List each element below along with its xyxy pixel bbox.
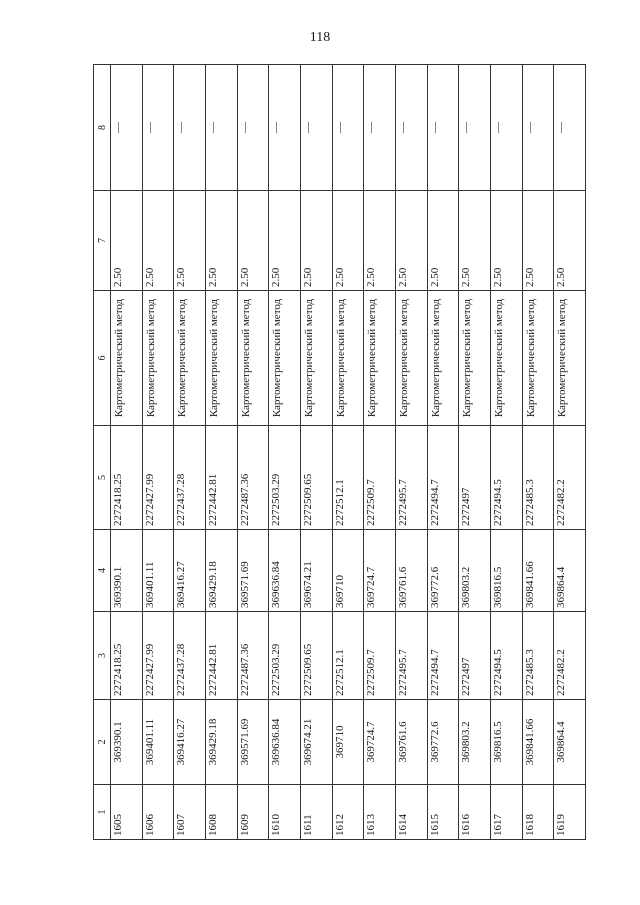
column-header: 6 xyxy=(94,291,111,426)
note-cell: — xyxy=(142,65,174,191)
x-coordinate-cell: 369772.6 xyxy=(427,530,459,612)
accuracy-cell: 2.50 xyxy=(522,191,554,291)
table-row xyxy=(459,65,491,840)
x-coordinate-cell: 369761.6 xyxy=(395,530,427,612)
method-cell: Картометрический метод xyxy=(427,291,459,426)
table-row xyxy=(142,65,174,840)
accuracy-cell: 2.50 xyxy=(554,191,586,291)
y-coordinate-cell: 2272427.99 xyxy=(142,612,174,700)
x-coordinate-cell: 369674.21 xyxy=(300,530,332,612)
accuracy-cell: 2.50 xyxy=(459,191,491,291)
point-number-cell: 1617 xyxy=(490,785,522,840)
point-number-cell: 1614 xyxy=(395,785,427,840)
x-coordinate-cell: 369841.66 xyxy=(522,700,554,785)
x-coordinate-cell: 369803.2 xyxy=(459,530,491,612)
coordinates-table xyxy=(93,64,586,840)
note-cell: — xyxy=(364,65,396,191)
method-cell: Картометрический метод xyxy=(364,291,396,426)
note-cell: — xyxy=(554,65,586,191)
x-coordinate-cell: 369710 xyxy=(332,700,364,785)
y-coordinate-cell: 2272495.7 xyxy=(395,612,427,700)
point-number-cell: 1609 xyxy=(237,785,269,840)
point-number-cell: 1606 xyxy=(142,785,174,840)
column-header: 1 xyxy=(94,785,111,840)
note-cell: — xyxy=(459,65,491,191)
x-coordinate-cell: 369864.4 xyxy=(554,530,586,612)
x-coordinate-cell: 369761.6 xyxy=(395,700,427,785)
point-number-cell: 1611 xyxy=(300,785,332,840)
y-coordinate-cell: 2272494.5 xyxy=(490,426,522,530)
y-coordinate-cell: 2272494.7 xyxy=(427,426,459,530)
accuracy-cell: 2.50 xyxy=(142,191,174,291)
y-coordinate-cell: 2272442.81 xyxy=(205,426,237,530)
y-coordinate-cell: 2272442.81 xyxy=(205,612,237,700)
column-header: 8 xyxy=(94,65,111,191)
y-coordinate-cell: 2272509.7 xyxy=(364,612,396,700)
table-row xyxy=(364,65,396,840)
method-cell: Картометрический метод xyxy=(142,291,174,426)
point-number-cell: 1605 xyxy=(111,785,143,840)
table-row xyxy=(395,65,427,840)
y-coordinate-cell: 2272503.29 xyxy=(269,612,301,700)
x-coordinate-cell: 369571.69 xyxy=(237,530,269,612)
point-number-cell: 1615 xyxy=(427,785,459,840)
y-coordinate-cell: 2272494.7 xyxy=(427,612,459,700)
note-cell: — xyxy=(427,65,459,191)
y-coordinate-cell: 2272418.25 xyxy=(111,612,143,700)
point-number-cell: 1619 xyxy=(554,785,586,840)
method-cell: Картометрический метод xyxy=(554,291,586,426)
x-coordinate-cell: 369841.66 xyxy=(522,530,554,612)
y-coordinate-cell: 2272494.5 xyxy=(490,612,522,700)
note-cell: — xyxy=(490,65,522,191)
method-cell: Картометрический метод xyxy=(522,291,554,426)
y-coordinate-cell: 2272482.2 xyxy=(554,612,586,700)
table-row xyxy=(111,65,143,840)
table-header-row xyxy=(94,65,111,840)
note-cell: — xyxy=(522,65,554,191)
table-row xyxy=(205,65,237,840)
table-row xyxy=(269,65,301,840)
accuracy-cell: 2.50 xyxy=(237,191,269,291)
y-coordinate-cell: 2272437.28 xyxy=(174,426,206,530)
method-cell: Картометрический метод xyxy=(111,291,143,426)
y-coordinate-cell: 2272512.1 xyxy=(332,426,364,530)
table-row xyxy=(554,65,586,840)
column-header: 5 xyxy=(94,426,111,530)
accuracy-cell: 2.50 xyxy=(395,191,427,291)
accuracy-cell: 2.50 xyxy=(300,191,332,291)
x-coordinate-cell: 369816.5 xyxy=(490,530,522,612)
y-coordinate-cell: 2272482.2 xyxy=(554,426,586,530)
table-row xyxy=(300,65,332,840)
point-number-cell: 1618 xyxy=(522,785,554,840)
note-cell: — xyxy=(300,65,332,191)
method-cell: Картометрический метод xyxy=(332,291,364,426)
y-coordinate-cell: 2272485.3 xyxy=(522,612,554,700)
accuracy-cell: 2.50 xyxy=(364,191,396,291)
method-cell: Картометрический метод xyxy=(300,291,332,426)
x-coordinate-cell: 369390.1 xyxy=(111,700,143,785)
note-cell: — xyxy=(332,65,364,191)
point-number-cell: 1610 xyxy=(269,785,301,840)
x-coordinate-cell: 369429.18 xyxy=(205,530,237,612)
column-header: 2 xyxy=(94,700,111,785)
y-coordinate-cell: 2272497 xyxy=(459,426,491,530)
x-coordinate-cell: 369816.5 xyxy=(490,700,522,785)
note-cell: — xyxy=(174,65,206,191)
method-cell: Картометрический метод xyxy=(269,291,301,426)
point-number-cell: 1613 xyxy=(364,785,396,840)
y-coordinate-cell: 2272427.99 xyxy=(142,426,174,530)
rotated-table-container xyxy=(93,65,586,840)
accuracy-cell: 2.50 xyxy=(332,191,364,291)
page-number: 118 xyxy=(309,30,331,45)
x-coordinate-cell: 369864.4 xyxy=(554,700,586,785)
accuracy-cell: 2.50 xyxy=(111,191,143,291)
x-coordinate-cell: 369724.7 xyxy=(364,530,396,612)
accuracy-cell: 2.50 xyxy=(269,191,301,291)
table-row xyxy=(490,65,522,840)
point-number-cell: 1616 xyxy=(459,785,491,840)
x-coordinate-cell: 369416.27 xyxy=(174,530,206,612)
y-coordinate-cell: 2272509.65 xyxy=(300,612,332,700)
method-cell: Картометрический метод xyxy=(395,291,427,426)
table-row xyxy=(237,65,269,840)
note-cell: — xyxy=(269,65,301,191)
accuracy-cell: 2.50 xyxy=(490,191,522,291)
method-cell: Картометрический метод xyxy=(490,291,522,426)
method-cell: Картометрический метод xyxy=(174,291,206,426)
table-row xyxy=(522,65,554,840)
x-coordinate-cell: 369803.2 xyxy=(459,700,491,785)
y-coordinate-cell: 2272512.1 xyxy=(332,612,364,700)
x-coordinate-cell: 369571.69 xyxy=(237,700,269,785)
column-header: 3 xyxy=(94,612,111,700)
point-number-cell: 1612 xyxy=(332,785,364,840)
y-coordinate-cell: 2272509.7 xyxy=(364,426,396,530)
column-header: 7 xyxy=(94,191,111,291)
method-cell: Картометрический метод xyxy=(237,291,269,426)
accuracy-cell: 2.50 xyxy=(174,191,206,291)
accuracy-cell: 2.50 xyxy=(205,191,237,291)
method-cell: Картометрический метод xyxy=(459,291,491,426)
y-coordinate-cell: 2272485.3 xyxy=(522,426,554,530)
note-cell: — xyxy=(237,65,269,191)
x-coordinate-cell: 369401.11 xyxy=(142,700,174,785)
x-coordinate-cell: 369390.1 xyxy=(111,530,143,612)
x-coordinate-cell: 369429.18 xyxy=(205,700,237,785)
table-row xyxy=(332,65,364,840)
x-coordinate-cell: 369401.11 xyxy=(142,530,174,612)
accuracy-cell: 2.50 xyxy=(427,191,459,291)
x-coordinate-cell: 369636.84 xyxy=(269,530,301,612)
y-coordinate-cell: 2272509.65 xyxy=(300,426,332,530)
x-coordinate-cell: 369710 xyxy=(332,530,364,612)
note-cell: — xyxy=(111,65,143,191)
y-coordinate-cell: 2272497 xyxy=(459,612,491,700)
y-coordinate-cell: 2272487.36 xyxy=(237,426,269,530)
note-cell: — xyxy=(395,65,427,191)
x-coordinate-cell: 369772.6 xyxy=(427,700,459,785)
x-coordinate-cell: 369636.84 xyxy=(269,700,301,785)
x-coordinate-cell: 369416.27 xyxy=(174,700,206,785)
method-cell: Картометрический метод xyxy=(205,291,237,426)
x-coordinate-cell: 369724.7 xyxy=(364,700,396,785)
x-coordinate-cell: 369674.21 xyxy=(300,700,332,785)
y-coordinate-cell: 2272437.28 xyxy=(174,612,206,700)
note-cell: — xyxy=(205,65,237,191)
table-row xyxy=(174,65,206,840)
table-body xyxy=(111,65,586,840)
point-number-cell: 1608 xyxy=(205,785,237,840)
point-number-cell: 1607 xyxy=(174,785,206,840)
column-header: 4 xyxy=(94,530,111,612)
y-coordinate-cell: 2272495.7 xyxy=(395,426,427,530)
table-row xyxy=(427,65,459,840)
y-coordinate-cell: 2272503.29 xyxy=(269,426,301,530)
y-coordinate-cell: 2272487.36 xyxy=(237,612,269,700)
y-coordinate-cell: 2272418.25 xyxy=(111,426,143,530)
